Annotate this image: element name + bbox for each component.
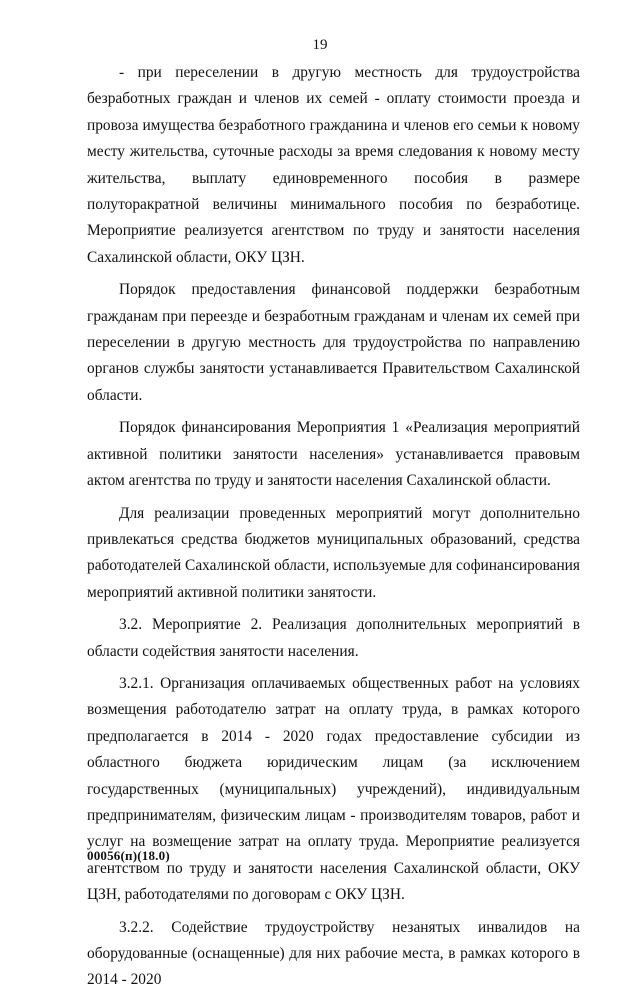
paragraph-financial-support-procedure: Порядок предоставления финансовой поддержки безработным гражданам при переезде и безработным гражданам и членам их семей при переселении в другую местность для трудоустройства по направлению органов службы занятости устанавливается Правительством Сахалинской области. [87,281,580,404]
paragraph-section-3-2-1: 3.2.1. Организация оплачиваемых общественных работ на условиях возмещения работодателю затрат на оплату труда, в рамках которого предполагается в 2014 - 2020 годах предоставление субсидии из областного бюджета юридическим лицам (за исключением государственных (муниципальных) учреждений), индивидуальным предпринимателям, физическим лицам - производителям товаров, работ и услуг на возмещение затрат на оплату труда. Мероприятие реализуется агентством по труду и занятости населения Сахалинской области, ОКУ ЦЗН, работодателями по договорам с ОКУ ЦЗН. [87,674,580,904]
page-number: 19 [312,37,328,53]
paragraph-section-3-2-2: 3.2.2. Содействие трудоустройству незанятых инвалидов на оборудованные (оснащенные) для них рабочие места, в рамках которого в 2014 - 2020 [87,918,580,989]
paragraph-section-3-2: 3.2. Мероприятие 2. Реализация дополнительных мероприятий в области содействия занятости населения. [87,616,580,660]
document-code: 00056(п)(18.0) [87,848,170,863]
paragraph-financing-procedure: Порядок финансирования Мероприятия 1 «Реализация мероприятий активной политики занятости населения» устанавливается правовым актом агентства по труду и занятости населения Сахалинской области. [87,419,580,490]
paragraph-additional-funding: Для реализации проведенных мероприятий могут дополнительно привлекаться средства бюджетов муниципальных образований, средства работодателей Сахалинской области, используемые для софинансирования мероприятий активной политики занятости. [87,504,580,601]
paragraph-relocation-costs: - при переселении в другую местность для трудоустройства безработных граждан и членов их семей - оплату стоимости проезда и провоза имущества безработного гражданина и членов его семьи к новому месту жительства, суточные расходы за время следования к новому месту жительства, выплату единовременного пособия в размере полуторакратной величины минимального пособия по безработице. Мероприятие реализуется агентством по труду и занятости населения Сахалинской области, ОКУ ЦЗН. [87,64,580,266]
